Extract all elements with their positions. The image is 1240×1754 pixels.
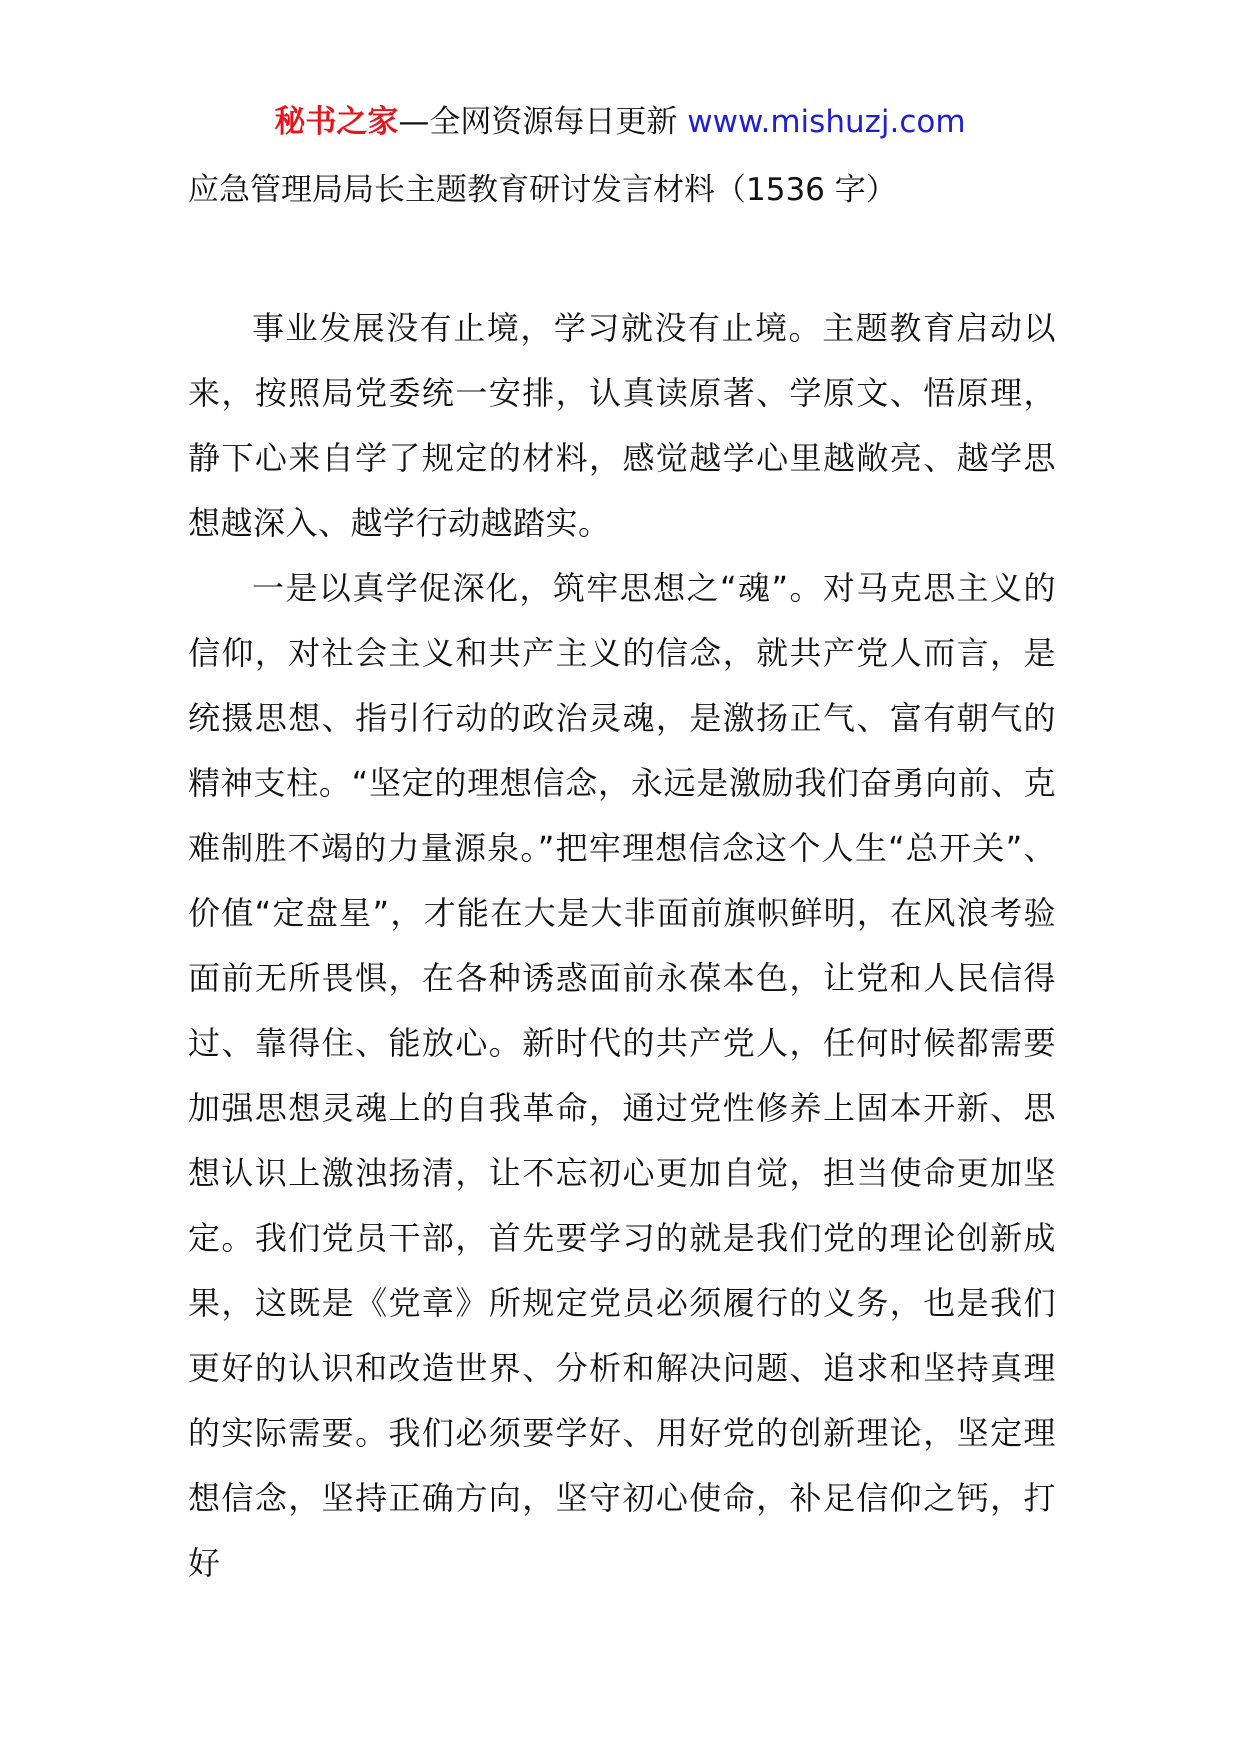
body-paragraph [188,296,1056,556]
site-url-link[interactable]: www.mishuzj.com [687,104,966,140]
paragraph-text: 对马克思主义的信仰，对社会主义和共产主义的信念，就共产党人而言，是统摄思想、指引行动的政治灵魂，是激扬正气、富有朝气的精神支柱。“坚定的理想信念，永远是激励我们奋勇向前、克难制胜不竭的力量源泉。”把牢理想信念这个人生“总开关”、价值“定盘星”，才能在大是大非面前旗帜鲜明，在风浪考验面前无所畏惧，在各种诱惑面前永葆本色，让党和人民信得过、靠得住、能放心。新时代的共产党人，任何时候都需要加强思想灵魂上的自我革命，通过党性修养上固本开新、思想认识上激浊扬清，让不忘初心更加自觉，担当使命更加坚定。我们党员干部，首先要学习的就是我们党的理论创新成果，这既是《党章》所规定党员必须履行的义务，也是我们更好的认识和改造世界、分析和解决问题、追求和坚持真理的实际需要。我们必须要学好、用好党的创新理论，坚定理想信念，坚持正确方向，坚守初心使命，补足信仰之钙，打好 [188,569,1056,1582]
paragraph-lead: 一是以真学促深化，筑牢思想之“魂”。 [252,569,823,607]
document-body [188,296,1056,1596]
document-title: 应急管理局局长主题教育研讨发言材料（1536 字） [188,172,897,208]
banner-tagline: —全网资源每日更新 [398,104,688,140]
body-paragraph [188,556,1056,1596]
site-banner [0,100,1240,144]
paragraph-text: 事业发展没有止境，学习就没有止境。主题教育启动以来，按照局党委统一安排，认真读原著、学原文、悟原理，静下心来自学了规定的材料，感觉越学心里越敞亮、越学思想越深入、越学行动越踏实。 [188,309,1056,542]
brand-name: 秘书之家 [274,104,399,140]
